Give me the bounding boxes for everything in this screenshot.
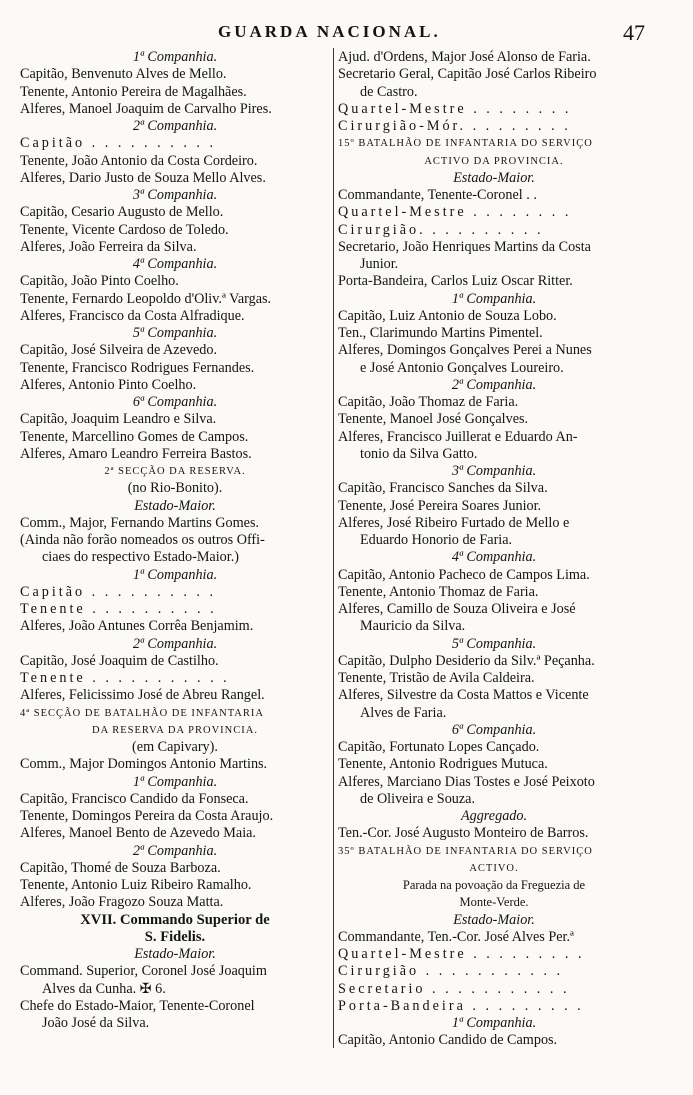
- text-line: Tenente . . . . . . . . . . .: [20, 670, 230, 686]
- text-line: Quartel-Mestre . . . . . . . .: [338, 204, 572, 221]
- text-line: 3ª Companhia.: [451, 463, 537, 479]
- text-line: Aggregado.: [460, 808, 528, 824]
- text-line: Ten., Clarimundo Martins Pimentel.: [338, 325, 543, 341]
- text-line: Alferes, Dario Justo de Souza Mello Alves.: [20, 169, 266, 186]
- text-line: e José Antonio Gonçalves Loureiro.: [360, 359, 564, 376]
- text-line: Alferes, José Ribeiro Furtado de Mello e: [338, 514, 570, 531]
- text-line: (Ainda não forão nomeados os outros Offi-: [20, 532, 265, 548]
- text-line: Capitão, Joaquim Leandro e Silva.: [20, 411, 217, 428]
- text-line: Junior.: [360, 256, 399, 272]
- text-line: Secretario Geral, Capitão José Carlos Ribeiro: [338, 66, 597, 83]
- text-line: Capitão, Dulpho Desiderio da Silv.ª Peçanha.: [338, 652, 595, 669]
- text-line: Capitão, Cesario Augusto de Mello.: [20, 204, 224, 221]
- text-line: Ajud. d'Ordens, Major José Alonso de Faria.: [338, 49, 591, 65]
- text-line: Comm., Major, Fernando Martins Gomes.: [20, 514, 260, 531]
- text-line: Porta-Bandeira . . . . . . . . .: [338, 997, 584, 1014]
- text-line: de Castro.: [360, 83, 418, 100]
- text-line: (em Capivary).: [132, 739, 218, 755]
- text-line: (no Rio-Bonito).: [127, 480, 223, 497]
- text-line: 15º BATALHÃO DE INFANTARIA DO SERVIÇO: [338, 138, 593, 150]
- text-line: 1ª Companhia.: [132, 566, 218, 583]
- text-line: Capitão, José Joaquim de Castilho.: [20, 652, 219, 669]
- text-line: 2ª Companhia.: [132, 635, 218, 652]
- text-line: Chefe do Estado-Maior, Tenente-Coronel: [20, 997, 255, 1014]
- text-line: 1ª Companhia.: [451, 290, 537, 307]
- text-line: DA RESERVA DA PROVINCIA.: [92, 724, 258, 736]
- text-line: 3ª Companhia.: [132, 187, 218, 203]
- text-line: Capitão, Thomé de Souza Barboza.: [20, 859, 221, 876]
- text-line: Estado-Maior.: [134, 497, 216, 514]
- text-line: Estado-Maior.: [453, 911, 535, 928]
- text-line: Alves da Cunha. ✠ 6.: [42, 980, 166, 997]
- running-title: GUARDA NACIONAL.: [218, 22, 441, 41]
- text-line: Capitão, Francisco Candido da Fonseca.: [20, 790, 249, 807]
- text-line: 1ª Companhia.: [132, 773, 218, 790]
- text-line: Tenente, José Pereira Soares Junior.: [338, 497, 542, 514]
- text-line: Commandante, Ten.-Cor. José Alves Per.ª: [338, 928, 574, 945]
- text-line: Alferes, Felicissimo José de Abreu Rangel.: [20, 687, 265, 704]
- text-line: 4ª Companhia.: [451, 549, 537, 566]
- right-column: [338, 49, 650, 1050]
- text-line: Alferes, Francisco Juillerat e Eduardo An-: [338, 428, 578, 445]
- text-line: Commandante, Tenente-Coronel . .: [338, 187, 537, 203]
- text-line: ciaes do respectivo Estado-Maior.): [42, 549, 239, 566]
- text-line: Tenente, Vicente Cardoso de Toledo.: [20, 221, 229, 238]
- text-line: Alves de Faria.: [360, 704, 447, 721]
- text-line: Tenente, Francisco Rodrigues Fernandes.: [20, 359, 255, 376]
- text-line: Monte-Verde.: [459, 895, 529, 910]
- text-line: 2ª Companhia.: [132, 118, 218, 134]
- text-line: Capitão, João Thomaz de Faria.: [338, 394, 519, 410]
- text-line: 1ª Companhia.: [132, 49, 218, 65]
- text-line: Capitão . . . . . . . . . .: [20, 583, 217, 600]
- text-line: Capitão, Antonio Pacheco de Campos Lima.: [338, 566, 590, 583]
- text-line: Quartel-Mestre . . . . . . . .: [338, 100, 572, 117]
- text-line: Porta-Bandeira, Carlos Luiz Oscar Ritter.: [338, 273, 573, 290]
- text-line: Alferes, Silvestre da Costa Mattos e Vicente: [338, 687, 589, 704]
- text-line: Tenente, Fernardo Leopoldo d'Oliv.ª Vargas.: [20, 290, 272, 307]
- text-line: Alferes, João Fragozo Souza Matta.: [20, 894, 224, 911]
- text-line: 35º BATALHÃO DE INFANTARIA DO SERVIÇO: [338, 845, 593, 857]
- text-line: Alferes, João Antunes Corrêa Benjamim.: [20, 618, 254, 635]
- text-line: Capitão, Luiz Antonio de Souza Lobo.: [338, 307, 557, 324]
- text-line: Quartel-Mestre . . . . . . . . .: [338, 946, 585, 962]
- text-line: Secretario, João Henriques Martins da Costa: [338, 238, 591, 255]
- text-line: tonio da Silva Gatto.: [360, 445, 478, 462]
- text-line: Capitão, Antonio Candido de Campos.: [338, 1032, 558, 1049]
- text-line: Parada na povoação da Freguezia de: [402, 878, 586, 892]
- text-line: Estado-Maior.: [453, 169, 535, 186]
- text-line: Tenente, Manoel José Gonçalves.: [338, 411, 529, 428]
- text-line: Alferes, Marciano Dias Tostes e José Peixoto: [338, 773, 595, 790]
- text-line: João José da Silva.: [42, 1015, 150, 1031]
- text-line: 2ª SECÇÃO DA RESERVA.: [104, 466, 246, 477]
- text-line: Alferes, Domingos Gonçalves Perei a Nunes: [338, 342, 592, 359]
- text-line: Capitão, Fortunato Lopes Cançado.: [338, 739, 540, 755]
- text-line: Estado-Maior.: [134, 946, 216, 962]
- text-line: 1ª Companhia.: [451, 1015, 537, 1031]
- text-line: de Oliveira e Souza.: [360, 790, 476, 807]
- text-line: Secretario . . . . . . . . . . .: [338, 980, 570, 997]
- text-line: Eduardo Honorio de Faria.: [360, 532, 513, 548]
- text-line: Capitão, Benvenuto Alves de Mello.: [20, 66, 227, 83]
- text-line: Capitão, João Pinto Coelho.: [20, 273, 179, 290]
- text-line: Tenente . . . . . . . . . .: [20, 601, 217, 617]
- text-line: Capitão, José Silveira de Azevedo.: [20, 342, 217, 359]
- text-line: Alferes, Manoel Joaquim de Carvalho Pires.: [20, 100, 272, 117]
- text-line: 6ª Companhia.: [451, 721, 537, 738]
- text-line: Cirurgião . . . . . . . . . . .: [338, 963, 564, 980]
- text-line: 4ª SECÇÃO DE BATALHÃO DE INFANTARIA: [20, 707, 264, 719]
- text-line: Tenente, Domingos Pereira da Costa Araujo.: [20, 808, 274, 824]
- text-line: 2ª Companhia.: [132, 842, 218, 859]
- text-line: Alferes, Manoel Bento de Azevedo Maia.: [20, 825, 256, 842]
- text-line: Cirurgião. . . . . . . . . .: [338, 221, 544, 238]
- text-line: 4ª Companhia.: [132, 256, 218, 272]
- text-line: ACTIVO.: [469, 862, 519, 874]
- text-line: Tenente, Antonio Luiz Ribeiro Ramalho.: [20, 877, 252, 893]
- text-line: Tenente, Tristão de Avila Caldeira.: [338, 670, 535, 686]
- text-line: Capitão . . . . . . . . . .: [20, 135, 217, 152]
- text-line: Alferes, Francisco da Costa Alfradique.: [20, 307, 245, 324]
- text-line: Tenente, Antonio Thomaz de Faria.: [338, 583, 539, 600]
- text-line: Command. Superior, Coronel José Joaquim: [20, 963, 267, 980]
- text-line: Cirurgião-Mór. . . . . . . . .: [338, 118, 571, 134]
- text-line: Mauricio da Silva.: [360, 618, 466, 635]
- left-column: [20, 49, 330, 1032]
- text-line: Comm., Major Domingos Antonio Martins.: [20, 756, 268, 773]
- page-number: 47: [623, 20, 645, 45]
- text-line: Ten.-Cor. José Augusto Monteiro de Barros.: [338, 825, 589, 842]
- column-divider: [333, 48, 334, 1048]
- text-line: 2ª Companhia.: [451, 376, 537, 393]
- text-line: Capitão, Francisco Sanches da Silva.: [338, 480, 548, 497]
- text-line: Tenente, Antonio Pereira de Magalhães.: [20, 83, 247, 100]
- text-line: ACTIVO DA PROVINCIA.: [424, 155, 564, 167]
- text-line: XVII. Commando Superior de: [80, 911, 270, 928]
- text-line: 5ª Companhia.: [451, 635, 537, 652]
- text-line: Alferes, Camillo de Souza Oliveira e José: [338, 601, 576, 617]
- text-line: S. Fidelis.: [144, 928, 206, 945]
- page-header: [0, 22, 693, 44]
- text-line: 6ª Companhia.: [132, 394, 218, 410]
- text-line: Alferes, Antonio Pinto Coelho.: [20, 376, 197, 393]
- text-line: Alferes, João Ferreira da Silva.: [20, 238, 197, 255]
- text-line: Tenente, João Antonio da Costa Cordeiro.: [20, 152, 258, 169]
- text-line: Tenente, Antonio Rodrigues Mutuca.: [338, 756, 548, 773]
- text-line: Alferes, Amaro Leandro Ferreira Bastos.: [20, 445, 252, 462]
- text-line: 5ª Companhia.: [132, 325, 218, 341]
- text-line: Tenente, Marcellino Gomes de Campos.: [20, 428, 249, 445]
